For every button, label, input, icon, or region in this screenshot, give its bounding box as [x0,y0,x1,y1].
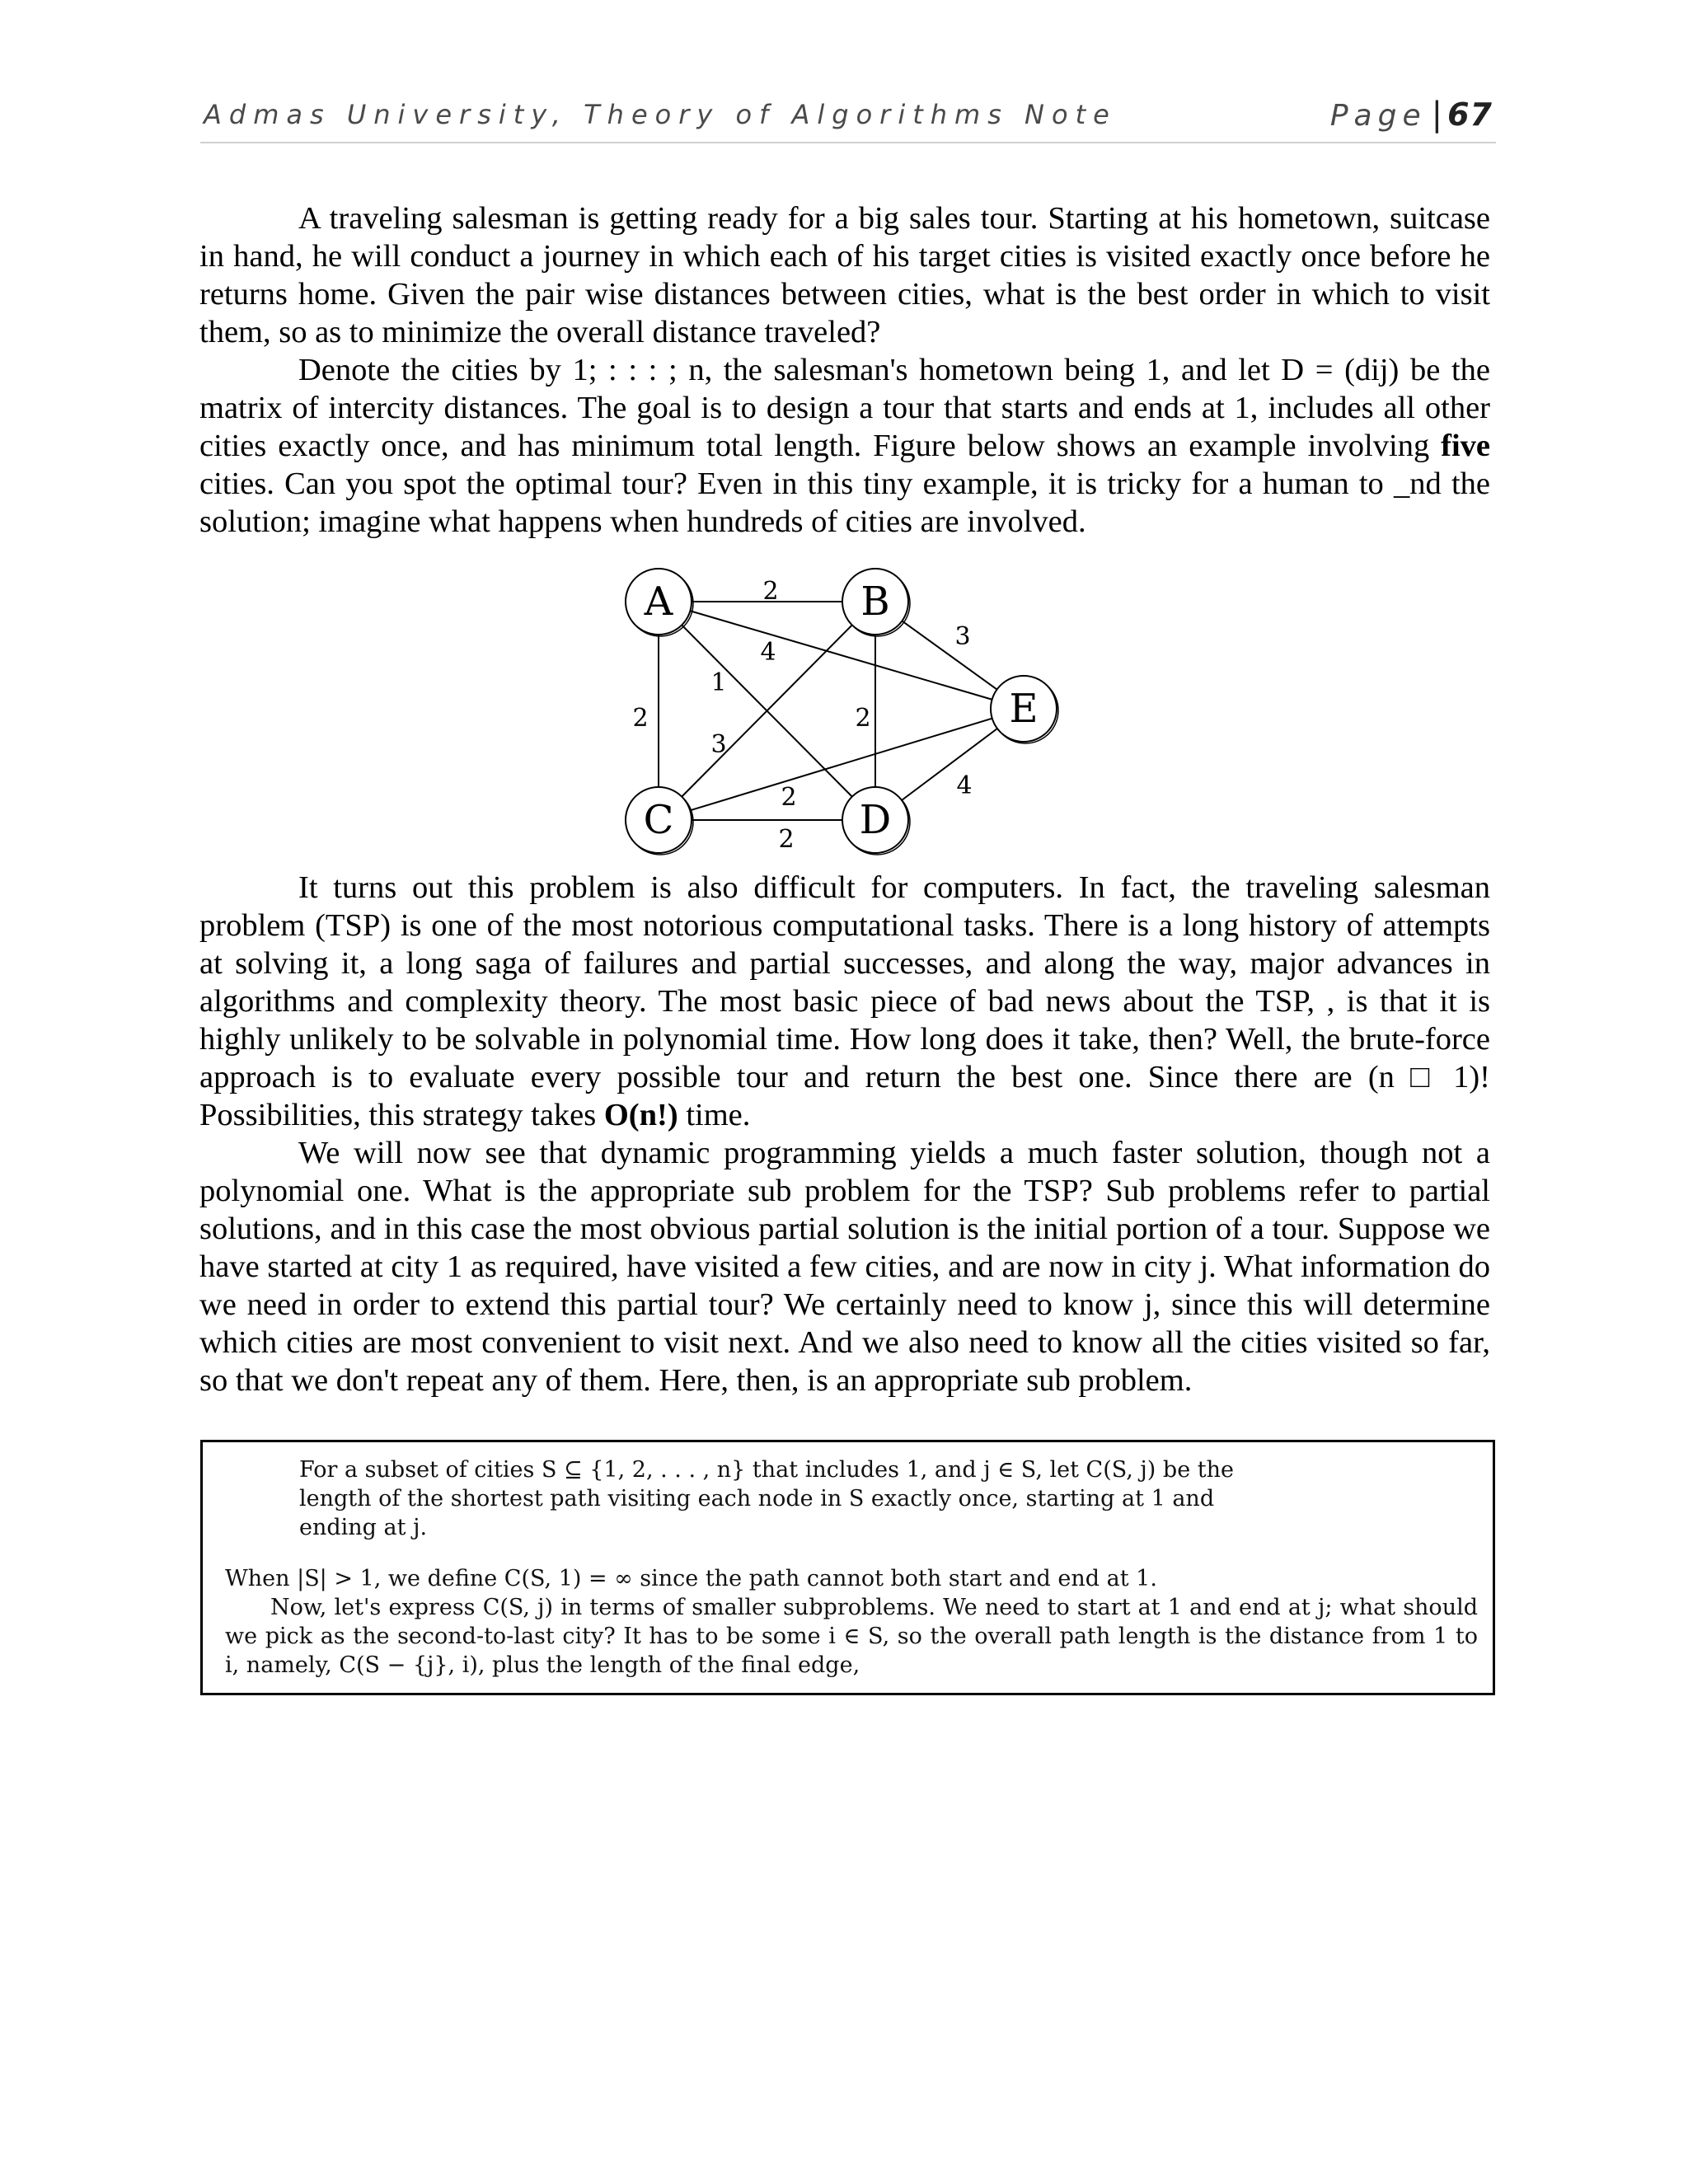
paragraph-2-text-b: cities. Can you spot the optimal tour? Even in this tiny example, it is tricky for a human to _nd the solution; imagine what happens when hundreds of cities are involved. [199,466,1490,539]
node-label: D [859,797,892,843]
header-title: Admas University, Theory of Algorithms Note [204,99,1117,130]
definition-line: For a subset of cities S ⊆ {1, 2, . . . , n} that includes 1, and j ∈ S, let C(S, j) be the [299,1457,1234,1483]
edge-weight-C-E: 2 [781,783,797,812]
edge-A-E [690,611,992,699]
page-separator: | [1431,96,1443,134]
node-label: B [860,579,890,625]
definition-line: ending at j. [299,1515,428,1540]
definition-line: length of the shortest path visiting each node in S exactly once, starting at 1 and [299,1486,1215,1511]
discussion-text [199,869,1490,1399]
page-number: 67 [1447,96,1493,133]
edge-weight-D-E: 4 [956,771,973,800]
edge-weight-A-D: 1 [710,668,727,697]
definition-text [299,1455,1379,1542]
page-header [200,92,1496,143]
paragraph-2 [199,351,1490,541]
edge-weight-A-E: 4 [760,638,776,667]
paragraph-3 [199,869,1490,1134]
intro-text [199,199,1490,541]
edge-C-E [690,719,992,811]
edge-weight-C-D: 2 [778,825,795,854]
header-page-number [1330,96,1493,134]
edge-D-E [902,729,997,800]
when-line: When |S| > 1, we define C(S, 1) = ∞ since the path cannot both start and end at 1. [225,1566,1157,1591]
edge-weight-B-C: 3 [710,730,727,759]
paragraph-3-text-b: time. [678,1098,751,1132]
edge-weight-B-D: 2 [855,704,871,733]
node-label: E [1009,686,1039,732]
paragraph-2-bold: five [1441,429,1490,463]
now-paragraph: Now, let's express C(S, j) in terms of smaller subproblems. We need to start at 1 and end at j; what should we pick as the second-to-last city? It has to be some i ∈ S, so the overall path length is the distance from 1 to i, namely, C(S − {j}, i), plus the length of the final edge, [225,1595,1478,1678]
definition-box [200,1440,1495,1695]
node-label: A [644,579,673,625]
tsp-graph [610,552,1071,865]
paragraph-1: A traveling salesman is getting ready for a big sales tour. Starting at his hometown, suitcase in hand, he will conduct a journey in which each of his target cities is visited exactly once before he returns home. Given the pair wise distances between cities, what is the best order in which to visit them, so as to minimize the overall distance traveled? [199,201,1490,349]
paragraph-2-text-a: Denote the cities by 1; : : : ; n, the salesman's hometown being 1, and let D = (dij) be the matrix of intercity distances. The goal is to design a tour that starts and ends at 1, includes all other cities exactly once, and has minimum total length. Figure below shows an example involving [199,353,1490,463]
edge-weight-B-E: 3 [954,622,971,651]
node-E [991,676,1058,743]
node-D [842,787,910,855]
node-C [626,787,693,855]
paragraph-3-text-a: It turns out this problem is also difficult for computers. In fact, the traveling salesman problem (TSP) is one of the most notorious computational tasks. There is a long history of attempts at solving it, a long saga of failures and partial successes, and along the way, major advances in algorithms and complexity theory. The most basic piece of bad news about the TSP, , is that it is highly unlikely to be solvable in polynomial time. How long does it take, then? Well, the brute-force approach is to evaluate every possible tour and return the best one. Since there are (n □ 1)! Possibilities, this strategy takes [199,870,1490,1132]
node-label: C [643,797,674,843]
edge-B-E [902,621,996,689]
edge-weight-A-B: 2 [762,577,779,606]
paragraph-4: We will now see that dynamic programming yields a much faster solution, though not a polynomial one. What is the appropriate sub problem for the TSP? Sub problems refer to partial solutions, and in this case the most obvious partial solution is the initial portion of a tour. Suppose we have started at city 1 as required, have visited a few cities, and are now in city j. What information do we need in order to extend this partial tour? We certainly need to know j, since this will determine which cities are most convenient to visit next. And we also need to know all the cities visited so far, so that we don't repeat any of them. Here, then, is an appropriate sub problem. [199,1136,1490,1398]
page-label: Page [1329,99,1427,133]
edge-weight-A-C: 2 [632,704,649,733]
node-B [842,569,910,636]
paragraph-3-bold: O(n!) [603,1098,678,1132]
tsp-graph-figure [610,552,1071,865]
